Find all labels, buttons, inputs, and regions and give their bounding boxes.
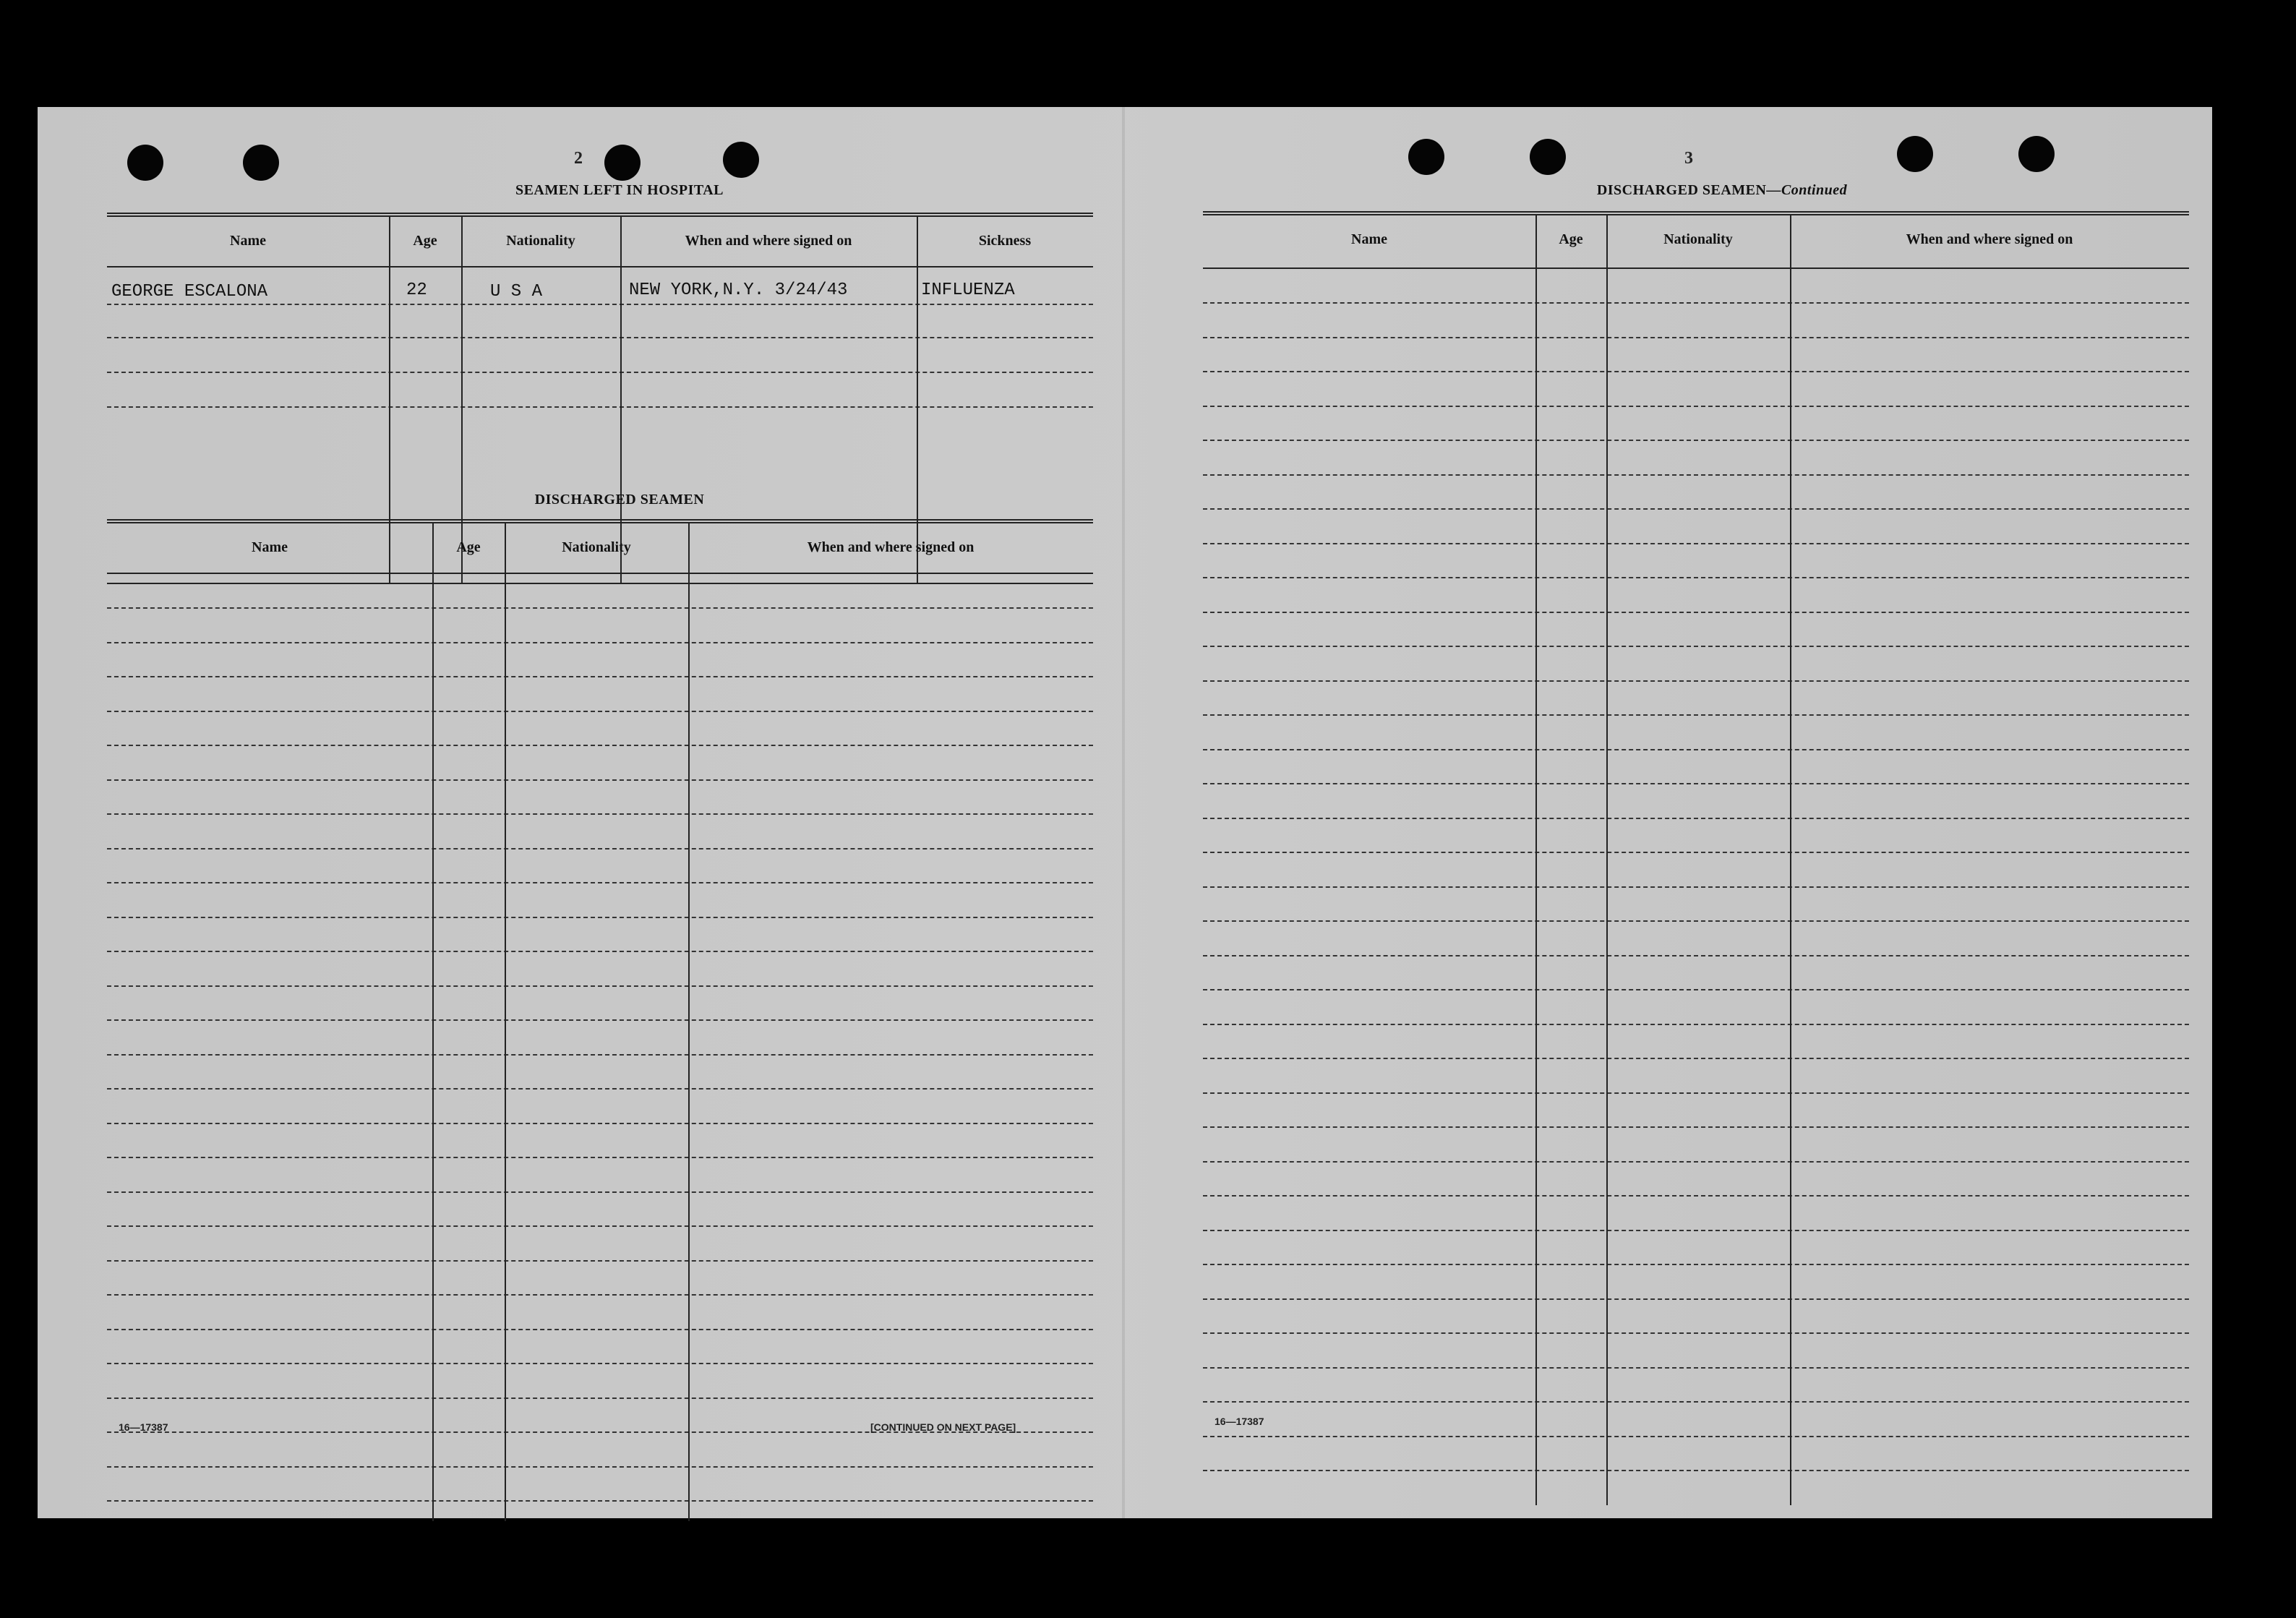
col-header-signed-on: When and where signed on	[685, 233, 852, 249]
row-rule	[107, 985, 1093, 987]
row-rule	[107, 337, 1093, 338]
row-rule	[107, 1225, 1093, 1227]
col-header-age: Age	[456, 539, 481, 555]
col-header-nationality: Nationality	[506, 233, 575, 249]
row-rule	[1203, 612, 2189, 613]
row-rule	[107, 607, 1093, 609]
row-rule	[1203, 714, 2189, 716]
row-rule	[107, 917, 1093, 918]
row-rule	[107, 745, 1093, 746]
column-rule	[432, 523, 434, 1521]
row-rule	[1203, 1298, 2189, 1300]
row-rule	[107, 882, 1093, 883]
row-rule	[107, 1123, 1093, 1124]
continued-note: [CONTINUED ON NEXT PAGE]	[870, 1421, 1016, 1433]
col-header-nationality: Nationality	[562, 539, 631, 555]
punch-hole	[723, 142, 759, 178]
row-rule	[1203, 1161, 2189, 1163]
column-rule	[505, 523, 506, 1521]
hospital-section-title: SEAMEN LEFT IN HOSPITAL	[515, 182, 724, 198]
punch-hole	[1530, 139, 1566, 175]
document-sheet	[38, 107, 2212, 1518]
row-rule	[1203, 1332, 2189, 1334]
row-rule	[1203, 920, 2189, 922]
punch-hole	[1897, 136, 1933, 172]
discharged-section-title-left: DISCHARGED SEAMEN	[534, 492, 705, 508]
punch-hole	[243, 145, 279, 181]
row-rule	[107, 676, 1093, 677]
row-rule	[1203, 680, 2189, 682]
row-rule	[107, 813, 1093, 815]
row-rule	[1203, 1264, 2189, 1265]
row-rule	[1203, 818, 2189, 819]
row-rule	[1203, 1230, 2189, 1231]
col-header-name: Name	[252, 539, 288, 555]
row-rule	[107, 1500, 1093, 1502]
row-rule	[1203, 989, 2189, 990]
row-rule	[1203, 406, 2189, 407]
col-header-name: Name	[230, 233, 266, 249]
row-rule	[107, 1363, 1093, 1364]
title-main: DISCHARGED SEAMEN	[1596, 182, 1767, 198]
row-rule	[1203, 1024, 2189, 1025]
row-rule	[1203, 1058, 2189, 1059]
row-rule	[1203, 577, 2189, 578]
row-rule	[107, 779, 1093, 781]
col-header-age: Age	[1559, 231, 1583, 247]
row-rule	[107, 304, 1093, 305]
col-header-sickness: Sickness	[978, 233, 1032, 249]
row-rule	[107, 1088, 1093, 1090]
row-rule	[107, 1397, 1093, 1399]
form-code-left: 16—17387	[119, 1421, 168, 1433]
row-rule	[1203, 749, 2189, 750]
seaman-signed-on: NEW YORK,N.Y. 3/24/43	[629, 281, 848, 300]
row-rule	[1203, 646, 2189, 647]
row-rule	[107, 406, 1093, 408]
header-rule	[107, 573, 1093, 574]
row-rule	[107, 1329, 1093, 1330]
column-rule	[1606, 215, 1608, 1505]
column-rule	[688, 523, 690, 1521]
row-rule	[1203, 440, 2189, 441]
punch-hole	[127, 145, 163, 181]
title-suffix: —Continued	[1766, 182, 1848, 198]
row-rule	[1203, 337, 2189, 338]
row-rule	[107, 1054, 1093, 1056]
punch-hole	[604, 145, 641, 181]
row-rule	[107, 711, 1093, 712]
row-rule	[1203, 783, 2189, 784]
row-rule	[1203, 508, 2189, 510]
discharged-table-left	[107, 519, 1093, 1521]
page-number-right: 3	[1684, 149, 1693, 168]
discharged-section-title-right	[1397, 182, 2047, 199]
punch-hole	[2018, 136, 2055, 172]
header-rule	[107, 266, 1093, 267]
row-rule	[107, 1191, 1093, 1193]
col-header-name: Name	[1351, 231, 1387, 247]
col-header-nationality: Nationality	[1663, 231, 1733, 247]
row-rule	[107, 1260, 1093, 1262]
row-rule	[1203, 302, 2189, 304]
row-rule	[107, 1019, 1093, 1021]
row-rule	[107, 848, 1093, 849]
header-rule	[1203, 267, 2189, 269]
discharged-table-right	[1203, 211, 2189, 1505]
row-rule	[1203, 1092, 2189, 1094]
row-rule	[107, 1157, 1093, 1158]
row-rule	[1203, 1436, 2189, 1437]
col-header-signed-on: When and where signed on	[1906, 231, 2073, 247]
row-rule	[107, 951, 1093, 952]
row-rule	[1203, 474, 2189, 476]
row-rule	[1203, 886, 2189, 888]
row-rule	[1203, 1367, 2189, 1369]
center-fold	[1122, 107, 1125, 1518]
row-rule	[107, 642, 1093, 643]
col-header-age: Age	[413, 233, 437, 249]
row-rule	[1203, 852, 2189, 853]
row-rule	[1203, 1470, 2189, 1471]
seaman-age: 22	[406, 281, 427, 300]
column-rule	[1790, 215, 1791, 1505]
column-rule	[1535, 215, 1537, 1505]
row-rule	[107, 1466, 1093, 1468]
row-rule	[1203, 1126, 2189, 1128]
seaman-nationality: U S A	[490, 282, 543, 301]
row-rule	[107, 372, 1093, 373]
row-rule	[107, 1294, 1093, 1296]
row-rule	[1203, 1401, 2189, 1403]
row-rule	[1203, 1195, 2189, 1197]
page-number-left: 2	[574, 149, 583, 168]
seaman-sickness: INFLUENZA	[921, 281, 1015, 300]
col-header-signed-on: When and where signed on	[807, 539, 974, 555]
row-rule	[1203, 543, 2189, 544]
form-code-right: 16—17387	[1215, 1416, 1264, 1427]
row-rule	[1203, 371, 2189, 372]
punch-hole	[1408, 139, 1444, 175]
seaman-name: GEORGE ESCALONA	[111, 282, 268, 301]
row-rule	[1203, 955, 2189, 956]
